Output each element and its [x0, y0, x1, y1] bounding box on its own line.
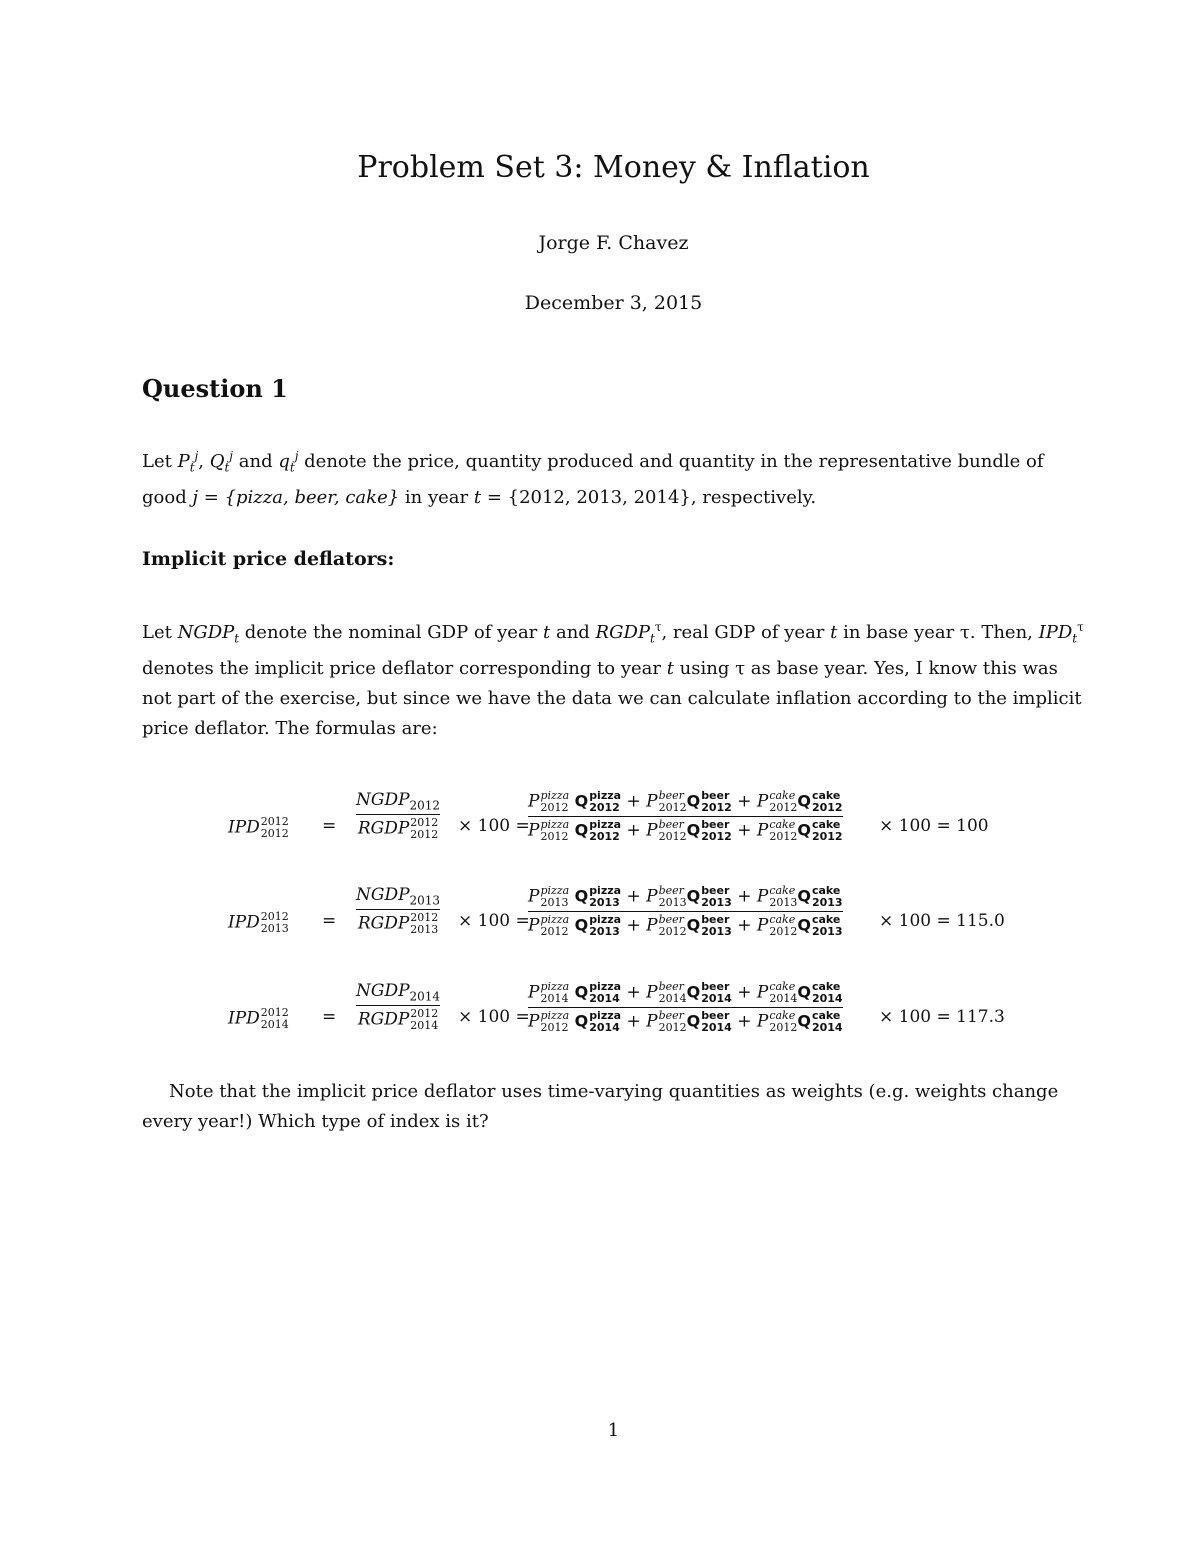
date: December 3, 2015: [524, 292, 703, 314]
page-number: 1: [607, 1420, 620, 1441]
document-title: Problem Set 3: Money & Inflation: [357, 150, 870, 185]
equation-ipd-2013: IPD 2012 2013 = $NGDP_{2013}$ RGDP 2012 2013 × 100 = P pizza 2013 Q pizza 2013 + P beer 2013 Q beer 2013 + P cake 2013 Q cake 2013 P pizza 2012 Q pizza 2013 + P beer 2012 Q beer 2013 + P cake 2012 Q cake 2013 × 100 = 115.0: [228, 884, 1005, 938]
equation-ipd-2012: IPD 2012 2012 = $NGDP_{2012}$ RGDP 2012 2012 × 100 = P pizza 2012 Q pizza 2012 + P beer 2012 Q beer 2012 + P cake 2012 Q cake 2012 P pizza 2012 Q pizza 2012 + P beer 2012 Q beer 2012 + P cake 2012 Q cake 2012 × 100 = 100: [228, 789, 989, 843]
note-paragraph: Note that the implicit price deflator uses time-varying quantities as weights (e.g. weights change every year!) Which type of index is it?: [142, 1081, 1059, 1132]
question-1-heading: Question 1: [142, 374, 288, 403]
ipd-section-heading: Implicit price deflators:: [142, 548, 395, 570]
author: Jorge F. Chavez: [538, 232, 689, 254]
ipd-section-text: Let $NGDP_t$ denote the nominal GDP of year t and $RGDP_t^\tau$, real GDP of year t in base year τ. Then, $IPD_t^\tau$ denotes the implicit price deflator corresponding to year t using τ as base year. Yes, I know this was not part of the exercise, but since we have the data we can calculate inflation according to the implicit price deflator. The formulas are:: [142, 620, 1084, 739]
equation-ipd-2014: IPD 2012 2014 = $NGDP_{2014}$ RGDP 2012 2014 × 100 = P pizza 2014 Q pizza 2014 + P beer 2014 Q beer 2014 + P cake 2014 Q cake 2014 P pizza 2012 Q pizza 2014 + P beer 2012 Q beer 2014 + P cake 2012 Q cake 2014 × 100 = 117.3: [228, 980, 1005, 1034]
question-1-intro: Let $P_t^j$, $Q_t^j$ and $q_t^j$ denote the price, quantity produced and quantity in the representative bundle of good j = {pizza, beer, cake} in year t = {2012, 2013, 2014}, respectively.: [142, 449, 1044, 508]
